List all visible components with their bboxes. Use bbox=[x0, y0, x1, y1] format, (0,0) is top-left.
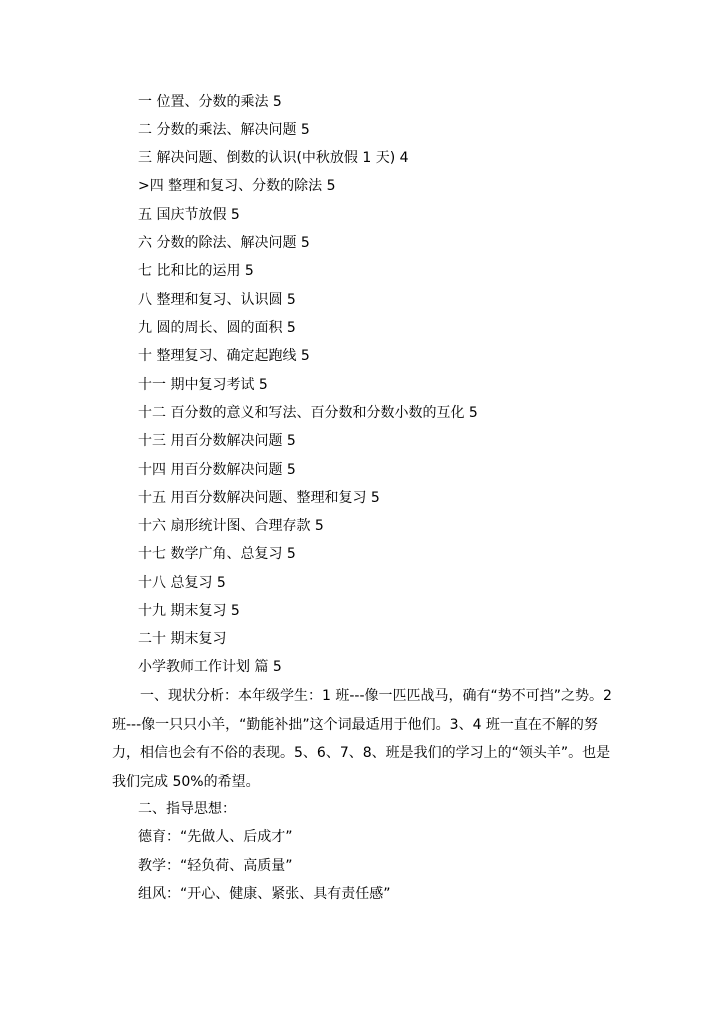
schedule-row-7: 七 比和比的运用 5 bbox=[138, 263, 254, 279]
schedule-row-3: 三 解决问题、倒数的认识(中秋放假 1 天) 4 bbox=[138, 150, 409, 166]
schedule-row-18: 十八 总复习 5 bbox=[138, 575, 226, 591]
schedule-row-15: 十五 用百分数解决问题、整理和复习 5 bbox=[138, 490, 380, 506]
schedule-row-1: 一 位置、分数的乘法 5 bbox=[138, 94, 282, 110]
guiding-item-team: 组风：“开心、健康、紧张、具有责任感” bbox=[138, 886, 391, 902]
schedule-row-16: 十六 扇形统计图、合理存款 5 bbox=[138, 518, 324, 534]
schedule-row-8: 八 整理和复习、认识圆 5 bbox=[138, 292, 296, 308]
schedule-row-10: 十 整理复习、确定起跑线 5 bbox=[138, 348, 310, 364]
section-title: 小学教师工作计划 篇 5 bbox=[138, 659, 282, 675]
schedule-row-17: 十七 数学广角、总复习 5 bbox=[138, 546, 296, 562]
guiding-heading: 二、指导思想： bbox=[138, 801, 236, 817]
schedule-row-19: 十九 期末复习 5 bbox=[138, 603, 240, 619]
schedule-row-5: 五 国庆节放假 5 bbox=[138, 207, 240, 223]
schedule-row-2: 二 分数的乘法、解决问题 5 bbox=[138, 122, 310, 138]
guiding-item-teaching: 教学：“轻负荷、高质量” bbox=[138, 858, 293, 874]
guiding-item-moral: 德育：“先做人、后成才” bbox=[138, 829, 293, 845]
schedule-row-13: 十三 用百分数解决问题 5 bbox=[138, 433, 296, 449]
schedule-row-9: 九 圆的周长、圆的面积 5 bbox=[138, 320, 296, 336]
schedule-row-14: 十四 用百分数解决问题 5 bbox=[138, 462, 296, 478]
schedule-row-11: 十一 期中复习考试 5 bbox=[138, 377, 268, 393]
schedule-row-6: 六 分数的除法、解决问题 5 bbox=[138, 235, 310, 251]
schedule-row-12: 十二 百分数的意义和写法、百分数和分数小数的互化 5 bbox=[138, 405, 478, 421]
schedule-row-20: 二十 期末复习 bbox=[138, 631, 227, 647]
schedule-row-4: >四 整理和复习、分数的除法 5 bbox=[138, 178, 336, 194]
situation-analysis-paragraph: 一、现状分析：本年级学生：1 班---像一匹匹战马，确有“势不可挡”之势。2 班---像一只只小羊，“勤能补拙”这个词最适用于他们。3、4 班一直在不解的努力，相信也会有不俗的表现。5、6、7、8、班是我们的学习上的“领头羊”。也是我们完成 50%的希望。 bbox=[112, 688, 612, 790]
